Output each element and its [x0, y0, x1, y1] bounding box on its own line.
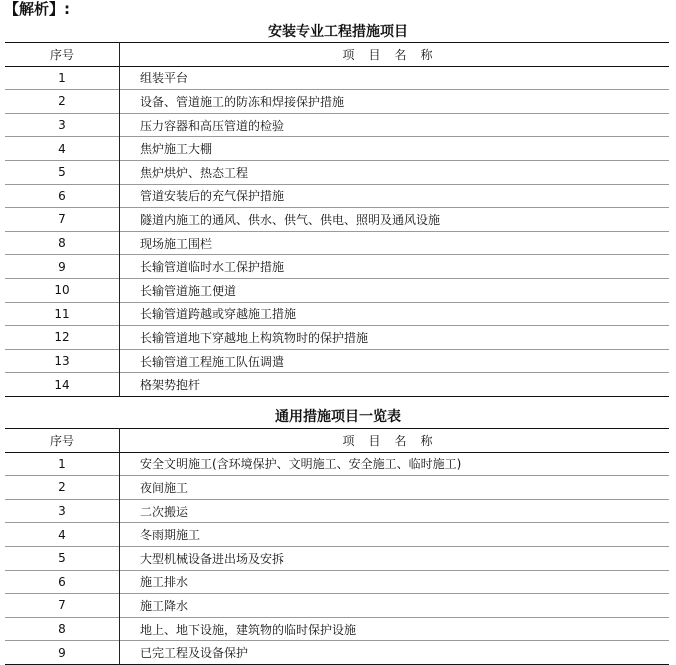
table-row — [5, 255, 669, 279]
table-row — [5, 326, 669, 350]
row-serial-number: 4 — [58, 527, 66, 542]
row-item-name: 长输管道施工便道 — [120, 278, 670, 302]
table-row — [5, 523, 669, 547]
row-item-name: 格架势抱杆 — [120, 373, 670, 397]
table-row — [5, 278, 669, 302]
table-row — [5, 90, 669, 114]
row-serial-number: 7 — [58, 598, 66, 613]
table-row — [5, 476, 669, 500]
row-item-name: 施工排水 — [120, 570, 670, 594]
row-item-name: 夜间施工 — [120, 476, 670, 500]
row-serial-number: 14 — [54, 377, 70, 392]
row-serial-number: 6 — [58, 574, 66, 589]
table-title-general: 通用措施项目一览表 — [275, 409, 401, 425]
table-row — [5, 302, 669, 326]
table-row — [5, 137, 669, 161]
table-row — [5, 184, 669, 208]
general-measures-table — [5, 428, 669, 665]
row-item-name: 长输管道跨越或穿越施工措施 — [120, 302, 670, 326]
row-item-name: 焦炉烘炉、热态工程 — [120, 160, 670, 184]
row-serial-number: 11 — [54, 306, 70, 321]
row-serial-number: 2 — [58, 94, 66, 109]
row-item-name: 长输管道地下穿越地上构筑物时的保护措施 — [120, 326, 670, 350]
row-serial-number: 7 — [58, 212, 66, 227]
header-item-name: 项目名称 — [120, 429, 670, 453]
row-item-name: 设备、管道施工的防冻和焊接保护措施 — [120, 90, 670, 114]
row-item-name: 长输管道临时水工保护措施 — [120, 255, 670, 279]
row-serial-number: 3 — [58, 118, 66, 133]
row-item-name: 组装平台 — [120, 66, 670, 90]
table-title-installation: 安装专业工程措施项目 — [268, 24, 408, 40]
row-item-name: 大型机械设备进出场及安拆 — [120, 546, 670, 570]
row-item-name: 冬雨期施工 — [120, 523, 670, 547]
table-row — [5, 452, 669, 476]
table-header-row — [5, 429, 669, 453]
table-row — [5, 231, 669, 255]
header-item-name: 项目名称 — [120, 43, 670, 67]
row-item-name: 地上、地下设施，建筑物的临时保护设施 — [120, 617, 670, 641]
table-row — [5, 570, 669, 594]
row-item-name: 隧道内施工的通风、供水、供气、供电、照明及通风设施 — [120, 208, 670, 232]
row-item-name: 二次搬运 — [120, 499, 670, 523]
table-row — [5, 617, 669, 641]
row-serial-number: 3 — [58, 504, 66, 519]
row-serial-number: 2 — [58, 480, 66, 495]
table-row — [5, 66, 669, 90]
row-serial-number: 8 — [58, 622, 66, 637]
row-serial-number: 1 — [58, 456, 66, 471]
row-item-name: 长输管道工程施工队伍调遣 — [120, 349, 670, 373]
row-item-name: 已完工程及设备保护 — [120, 641, 670, 665]
table-row — [5, 546, 669, 570]
installation-measures-table — [5, 42, 669, 397]
row-serial-number: 5 — [58, 165, 66, 180]
table-row — [5, 208, 669, 232]
table-row — [5, 594, 669, 618]
row-item-name: 施工降水 — [120, 594, 670, 618]
row-item-name: 现场施工围栏 — [120, 231, 670, 255]
row-item-name: 焦炉施工大棚 — [120, 137, 670, 161]
row-item-name: 压力容器和高压管道的检验 — [120, 113, 670, 137]
table-row — [5, 160, 669, 184]
row-item-name: 管道安装后的充气保护措施 — [120, 184, 670, 208]
analysis-heading: 【解析】: — [4, 0, 70, 18]
row-serial-number: 6 — [58, 188, 66, 203]
row-serial-number: 9 — [58, 645, 66, 660]
row-serial-number: 8 — [58, 236, 66, 251]
table-row — [5, 349, 669, 373]
row-serial-number: 4 — [58, 141, 66, 156]
table-row — [5, 499, 669, 523]
table-header-row — [5, 43, 669, 67]
table-row — [5, 373, 669, 397]
row-serial-number: 9 — [58, 259, 66, 274]
row-serial-number: 5 — [58, 551, 66, 566]
row-item-name: 安全文明施工(含环境保护、文明施工、安全施工、临时施工) — [120, 452, 670, 476]
header-serial-number: 序号 — [49, 433, 74, 448]
row-serial-number: 13 — [54, 354, 70, 369]
row-serial-number: 10 — [54, 283, 70, 298]
header-serial-number: 序号 — [49, 47, 74, 62]
row-serial-number: 12 — [54, 330, 70, 345]
table-row — [5, 113, 669, 137]
row-serial-number: 1 — [58, 70, 66, 85]
